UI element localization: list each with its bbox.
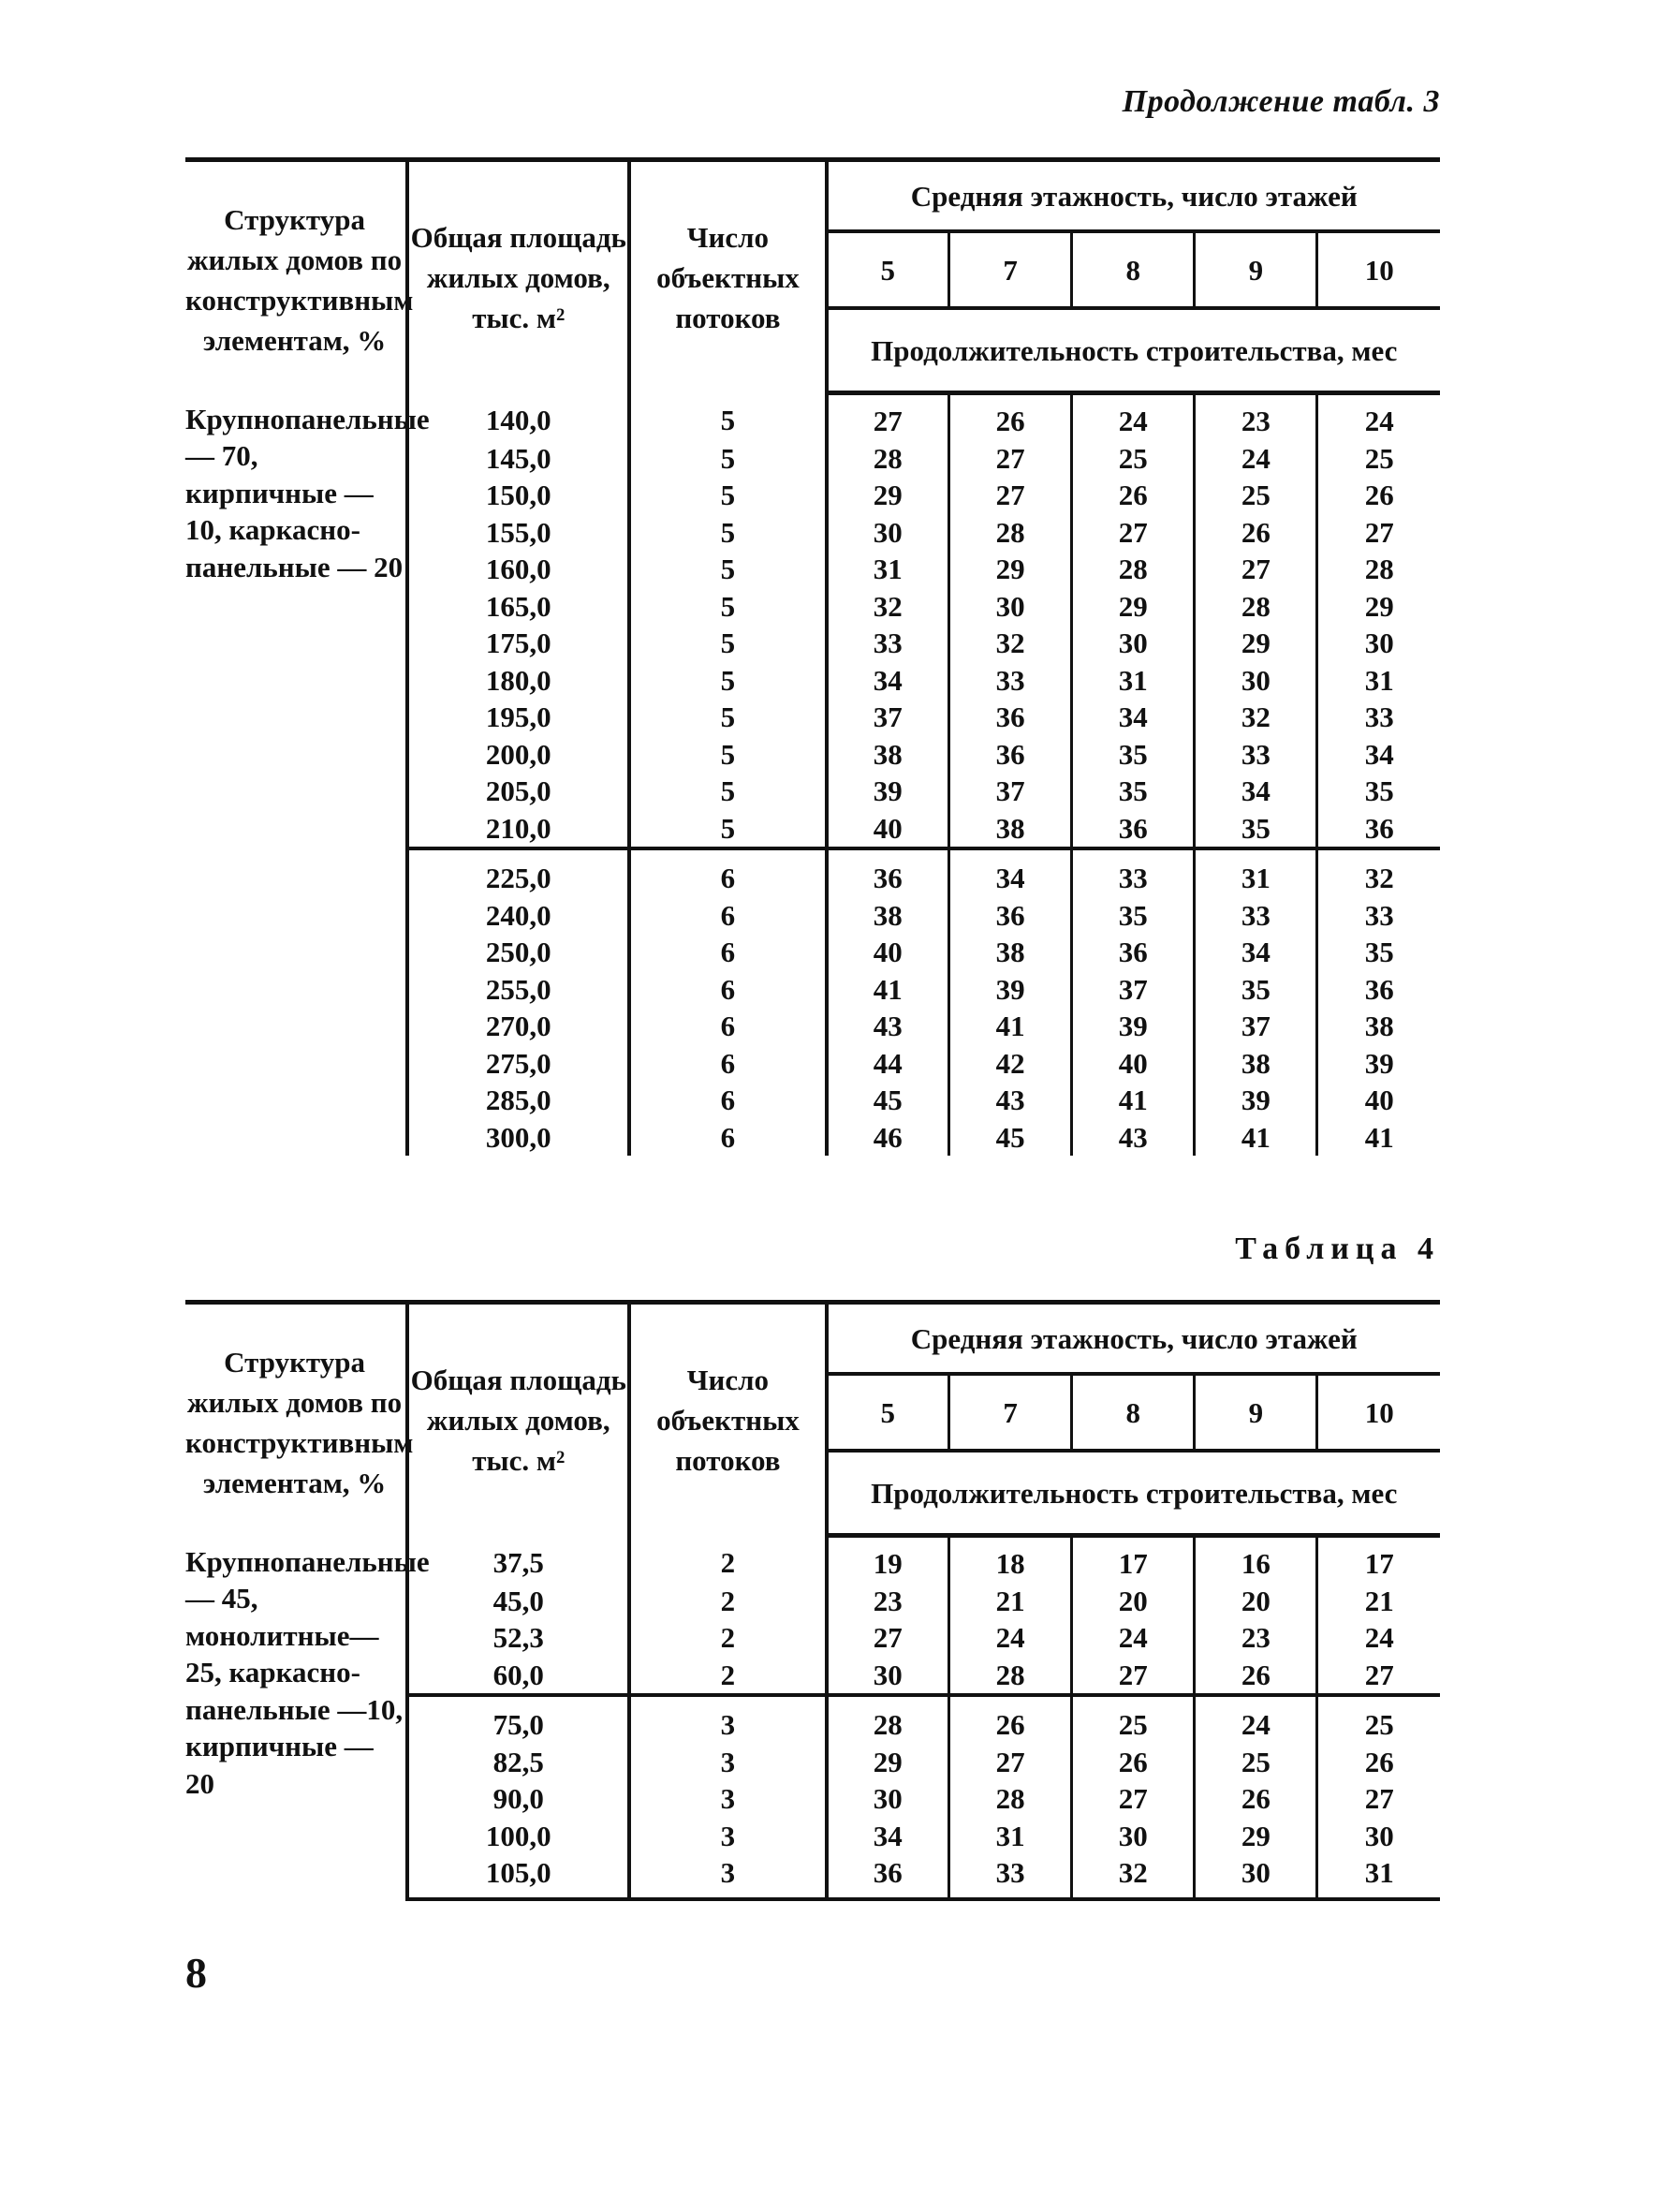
duration-cell: 28 <box>1195 588 1317 626</box>
duration-cell: 37 <box>949 773 1072 810</box>
duration-cell: 32 <box>1072 1854 1195 1899</box>
duration-cell: 34 <box>949 848 1072 897</box>
duration-cell: 35 <box>1072 897 1195 935</box>
area-cell: 155,0 <box>407 514 629 552</box>
table-3-body <box>185 393 1440 1157</box>
area-cell: 75,0 <box>407 1695 629 1744</box>
header-floors-group: Средняя этажность, число этажей <box>827 1303 1441 1375</box>
header-floor-8: 8 <box>1072 231 1195 308</box>
duration-cell: 20 <box>1072 1583 1195 1620</box>
area-cell: 45,0 <box>407 1583 629 1620</box>
duration-cell: 27 <box>827 393 949 440</box>
duration-cell: 31 <box>1072 662 1195 700</box>
duration-cell: 35 <box>1195 971 1317 1009</box>
duration-cell: 24 <box>1317 1619 1440 1657</box>
duration-cell: 34 <box>1195 934 1317 971</box>
area-cell: 255,0 <box>407 971 629 1009</box>
duration-cell: 36 <box>949 699 1072 736</box>
flows-cell: 2 <box>629 1536 826 1583</box>
header-duration: Продолжительность строительства, мес <box>827 308 1441 393</box>
flows-cell: 6 <box>629 934 826 971</box>
duration-cell: 33 <box>1195 736 1317 774</box>
header-structure: Структура жилых домов по конструктивным элементам, % <box>185 160 407 393</box>
duration-cell: 37 <box>827 699 949 736</box>
duration-cell: 28 <box>949 514 1072 552</box>
duration-cell: 24 <box>1072 393 1195 440</box>
header-floor-5: 5 <box>827 1374 949 1451</box>
duration-cell: 27 <box>1195 551 1317 588</box>
flows-cell: 5 <box>629 736 826 774</box>
duration-cell: 27 <box>827 1619 949 1657</box>
duration-cell: 18 <box>949 1536 1072 1583</box>
duration-cell: 25 <box>1072 1695 1195 1744</box>
duration-cell: 33 <box>1317 897 1440 935</box>
duration-cell: 27 <box>1072 514 1195 552</box>
duration-cell: 30 <box>1072 625 1195 662</box>
flows-cell: 3 <box>629 1818 826 1855</box>
duration-cell: 39 <box>827 773 949 810</box>
duration-cell: 41 <box>1195 1119 1317 1157</box>
duration-cell: 36 <box>949 897 1072 935</box>
duration-cell: 42 <box>949 1045 1072 1083</box>
flows-cell: 2 <box>629 1619 826 1657</box>
duration-cell: 37 <box>1195 1008 1317 1045</box>
duration-cell: 44 <box>827 1045 949 1083</box>
table-continuation-label: Продолжение табл. 3 <box>1122 84 1440 119</box>
flows-cell: 5 <box>629 477 826 514</box>
header-area: Общая площадь жилых домов, тыс. м² <box>407 160 629 393</box>
duration-cell: 33 <box>1317 699 1440 736</box>
duration-cell: 29 <box>1195 625 1317 662</box>
duration-cell: 26 <box>1317 1744 1440 1781</box>
area-cell: 105,0 <box>407 1854 629 1899</box>
duration-cell: 28 <box>949 1780 1072 1818</box>
flows-cell: 3 <box>629 1744 826 1781</box>
flows-cell: 6 <box>629 1008 826 1045</box>
duration-cell: 32 <box>949 625 1072 662</box>
duration-cell: 36 <box>1072 934 1195 971</box>
flows-cell: 6 <box>629 848 826 897</box>
duration-cell: 26 <box>1072 1744 1195 1781</box>
duration-cell: 30 <box>827 1657 949 1696</box>
duration-cell: 34 <box>1072 699 1195 736</box>
duration-cell: 27 <box>949 440 1072 478</box>
duration-cell: 32 <box>1195 699 1317 736</box>
duration-cell: 30 <box>1072 1818 1195 1855</box>
table-4 <box>185 1300 1440 1901</box>
area-cell: 205,0 <box>407 773 629 810</box>
duration-cell: 35 <box>1072 773 1195 810</box>
duration-cell: 38 <box>949 934 1072 971</box>
duration-cell: 28 <box>1072 551 1195 588</box>
flows-cell: 5 <box>629 699 826 736</box>
duration-cell: 39 <box>1317 1045 1440 1083</box>
duration-cell: 40 <box>827 934 949 971</box>
header-flows: Число объектных потоков <box>629 1303 826 1536</box>
duration-cell: 36 <box>1317 810 1440 849</box>
duration-cell: 26 <box>1195 514 1317 552</box>
duration-cell: 16 <box>1195 1536 1317 1583</box>
table-row <box>185 393 1440 440</box>
flows-cell: 2 <box>629 1657 826 1696</box>
duration-cell: 29 <box>949 551 1072 588</box>
duration-cell: 27 <box>949 1744 1072 1781</box>
duration-cell: 38 <box>827 897 949 935</box>
area-cell: 180,0 <box>407 662 629 700</box>
duration-cell: 29 <box>1317 588 1440 626</box>
duration-cell: 26 <box>1072 477 1195 514</box>
area-cell: 165,0 <box>407 588 629 626</box>
duration-cell: 40 <box>1072 1045 1195 1083</box>
area-cell: 150,0 <box>407 477 629 514</box>
flows-cell: 6 <box>629 897 826 935</box>
duration-cell: 36 <box>1072 810 1195 849</box>
duration-cell: 45 <box>949 1119 1072 1157</box>
area-cell: 175,0 <box>407 625 629 662</box>
duration-cell: 28 <box>949 1657 1072 1696</box>
duration-cell: 24 <box>1195 1695 1317 1744</box>
flows-cell: 5 <box>629 625 826 662</box>
flows-cell: 5 <box>629 588 826 626</box>
duration-cell: 33 <box>1195 897 1317 935</box>
flows-cell: 2 <box>629 1583 826 1620</box>
header-structure: Структура жилых домов по конструктивным элементам, % <box>185 1303 407 1536</box>
header-floor-5: 5 <box>827 231 949 308</box>
duration-cell: 31 <box>1195 848 1317 897</box>
duration-cell: 31 <box>949 1818 1072 1855</box>
duration-cell: 20 <box>1195 1583 1317 1620</box>
duration-cell: 26 <box>1317 477 1440 514</box>
duration-cell: 29 <box>827 477 949 514</box>
duration-cell: 28 <box>827 1695 949 1744</box>
duration-cell: 31 <box>827 551 949 588</box>
duration-cell: 33 <box>1072 848 1195 897</box>
duration-cell: 30 <box>827 514 949 552</box>
duration-cell: 30 <box>1317 625 1440 662</box>
duration-cell: 27 <box>1317 514 1440 552</box>
duration-cell: 36 <box>1317 971 1440 1009</box>
duration-cell: 28 <box>827 440 949 478</box>
duration-cell: 21 <box>1317 1583 1440 1620</box>
duration-cell: 27 <box>1072 1657 1195 1696</box>
flows-cell: 5 <box>629 514 826 552</box>
duration-cell: 21 <box>949 1583 1072 1620</box>
duration-cell: 27 <box>1317 1657 1440 1696</box>
duration-cell: 33 <box>949 1854 1072 1899</box>
duration-cell: 27 <box>1072 1780 1195 1818</box>
flows-cell: 5 <box>629 810 826 849</box>
duration-cell: 29 <box>1072 588 1195 626</box>
header-floors-group: Средняя этажность, число этажей <box>827 160 1441 232</box>
duration-cell: 19 <box>827 1536 949 1583</box>
duration-cell: 23 <box>1195 393 1317 440</box>
duration-cell: 26 <box>1195 1657 1317 1696</box>
duration-cell: 34 <box>1317 736 1440 774</box>
header-floor-8: 8 <box>1072 1374 1195 1451</box>
duration-cell: 39 <box>1072 1008 1195 1045</box>
duration-cell: 30 <box>1317 1818 1440 1855</box>
duration-cell: 34 <box>827 662 949 700</box>
duration-cell: 43 <box>1072 1119 1195 1157</box>
area-cell: 250,0 <box>407 934 629 971</box>
duration-cell: 39 <box>949 971 1072 1009</box>
duration-cell: 41 <box>827 971 949 1009</box>
header-floor-7: 7 <box>949 231 1072 308</box>
duration-cell: 26 <box>1195 1780 1317 1818</box>
flows-cell: 5 <box>629 773 826 810</box>
flows-cell: 5 <box>629 440 826 478</box>
flows-cell: 6 <box>629 1119 826 1157</box>
duration-cell: 38 <box>949 810 1072 849</box>
flows-cell: 6 <box>629 971 826 1009</box>
area-cell: 52,3 <box>407 1619 629 1657</box>
duration-cell: 23 <box>827 1583 949 1620</box>
flows-cell: 5 <box>629 551 826 588</box>
duration-cell: 27 <box>949 477 1072 514</box>
duration-cell: 35 <box>1317 934 1440 971</box>
table-3 <box>185 157 1440 1156</box>
duration-cell: 45 <box>827 1082 949 1119</box>
area-cell: 145,0 <box>407 440 629 478</box>
duration-cell: 39 <box>1195 1082 1317 1119</box>
duration-cell: 41 <box>1317 1119 1440 1157</box>
duration-cell: 41 <box>1072 1082 1195 1119</box>
duration-cell: 23 <box>1195 1619 1317 1657</box>
area-cell: 210,0 <box>407 810 629 849</box>
duration-cell: 27 <box>1317 1780 1440 1818</box>
duration-cell: 24 <box>949 1619 1072 1657</box>
header-floor-10: 10 <box>1317 1374 1440 1451</box>
duration-cell: 30 <box>1195 1854 1317 1899</box>
duration-cell: 33 <box>949 662 1072 700</box>
duration-cell: 40 <box>1317 1082 1440 1119</box>
duration-cell: 30 <box>949 588 1072 626</box>
header-floor-10: 10 <box>1317 231 1440 308</box>
duration-cell: 35 <box>1195 810 1317 849</box>
duration-cell: 32 <box>1317 848 1440 897</box>
flows-cell: 3 <box>629 1854 826 1899</box>
duration-cell: 25 <box>1195 1744 1317 1781</box>
area-cell: 225,0 <box>407 848 629 897</box>
duration-cell: 24 <box>1317 393 1440 440</box>
duration-cell: 36 <box>827 848 949 897</box>
duration-cell: 31 <box>1317 662 1440 700</box>
duration-cell: 33 <box>827 625 949 662</box>
flows-cell: 5 <box>629 662 826 700</box>
area-cell: 300,0 <box>407 1119 629 1157</box>
area-cell: 195,0 <box>407 699 629 736</box>
duration-cell: 38 <box>1317 1008 1440 1045</box>
area-cell: 285,0 <box>407 1082 629 1119</box>
duration-cell: 43 <box>949 1082 1072 1119</box>
duration-cell: 25 <box>1195 477 1317 514</box>
duration-cell: 34 <box>1195 773 1317 810</box>
duration-cell: 35 <box>1317 773 1440 810</box>
duration-cell: 46 <box>827 1119 949 1157</box>
structure-cell: Крупнопанельные — 45, монолитные—25, каркасно-панельные —10, кирпичные — 20 <box>185 1544 430 1800</box>
duration-cell: 17 <box>1072 1536 1195 1583</box>
flows-cell: 6 <box>629 1082 826 1119</box>
duration-cell: 24 <box>1195 440 1317 478</box>
duration-cell: 35 <box>1072 736 1195 774</box>
duration-cell: 32 <box>827 588 949 626</box>
duration-cell: 24 <box>1072 1619 1195 1657</box>
duration-cell: 37 <box>1072 971 1195 1009</box>
header-floor-9: 9 <box>1195 231 1317 308</box>
area-cell: 37,5 <box>407 1536 629 1583</box>
area-cell: 160,0 <box>407 551 629 588</box>
header-floor-9: 9 <box>1195 1374 1317 1451</box>
flows-cell: 3 <box>629 1695 826 1744</box>
header-duration: Продолжительность строительства, мес <box>827 1451 1441 1536</box>
area-cell: 240,0 <box>407 897 629 935</box>
duration-cell: 36 <box>827 1854 949 1899</box>
duration-cell: 29 <box>827 1744 949 1781</box>
flows-cell: 5 <box>629 393 826 440</box>
area-cell: 100,0 <box>407 1818 629 1855</box>
table-4-title: Таблица 4 <box>1235 1231 1440 1266</box>
area-cell: 200,0 <box>407 736 629 774</box>
header-flows: Число объектных потоков <box>629 160 826 393</box>
area-cell: 60,0 <box>407 1657 629 1696</box>
duration-cell: 17 <box>1317 1536 1440 1583</box>
duration-cell: 34 <box>827 1818 949 1855</box>
duration-cell: 28 <box>1317 551 1440 588</box>
duration-cell: 25 <box>1072 440 1195 478</box>
duration-cell: 38 <box>827 736 949 774</box>
duration-cell: 43 <box>827 1008 949 1045</box>
duration-cell: 30 <box>1195 662 1317 700</box>
duration-cell: 26 <box>949 1695 1072 1744</box>
duration-cell: 38 <box>1195 1045 1317 1083</box>
header-area: Общая площадь жилых домов, тыс. м² <box>407 1303 629 1536</box>
structure-cell: Крупнопанельные — 70, кирпичные — 10, каркасно-панельные — 20 <box>185 402 430 583</box>
area-cell: 90,0 <box>407 1780 629 1818</box>
table-4-body <box>185 1536 1440 1899</box>
area-cell: 82,5 <box>407 1744 629 1781</box>
area-cell: 275,0 <box>407 1045 629 1083</box>
area-cell: 140,0 <box>407 393 629 440</box>
duration-cell: 36 <box>949 736 1072 774</box>
flows-cell: 6 <box>629 1045 826 1083</box>
area-cell: 270,0 <box>407 1008 629 1045</box>
table-row <box>185 1536 1440 1583</box>
page-number: 8 <box>185 1949 207 1997</box>
duration-cell: 25 <box>1317 440 1440 478</box>
duration-cell: 30 <box>827 1780 949 1818</box>
duration-cell: 41 <box>949 1008 1072 1045</box>
duration-cell: 40 <box>827 810 949 849</box>
duration-cell: 29 <box>1195 1818 1317 1855</box>
duration-cell: 31 <box>1317 1854 1440 1899</box>
duration-cell: 25 <box>1317 1695 1440 1744</box>
duration-cell: 26 <box>949 393 1072 440</box>
flows-cell: 3 <box>629 1780 826 1818</box>
header-floor-7: 7 <box>949 1374 1072 1451</box>
